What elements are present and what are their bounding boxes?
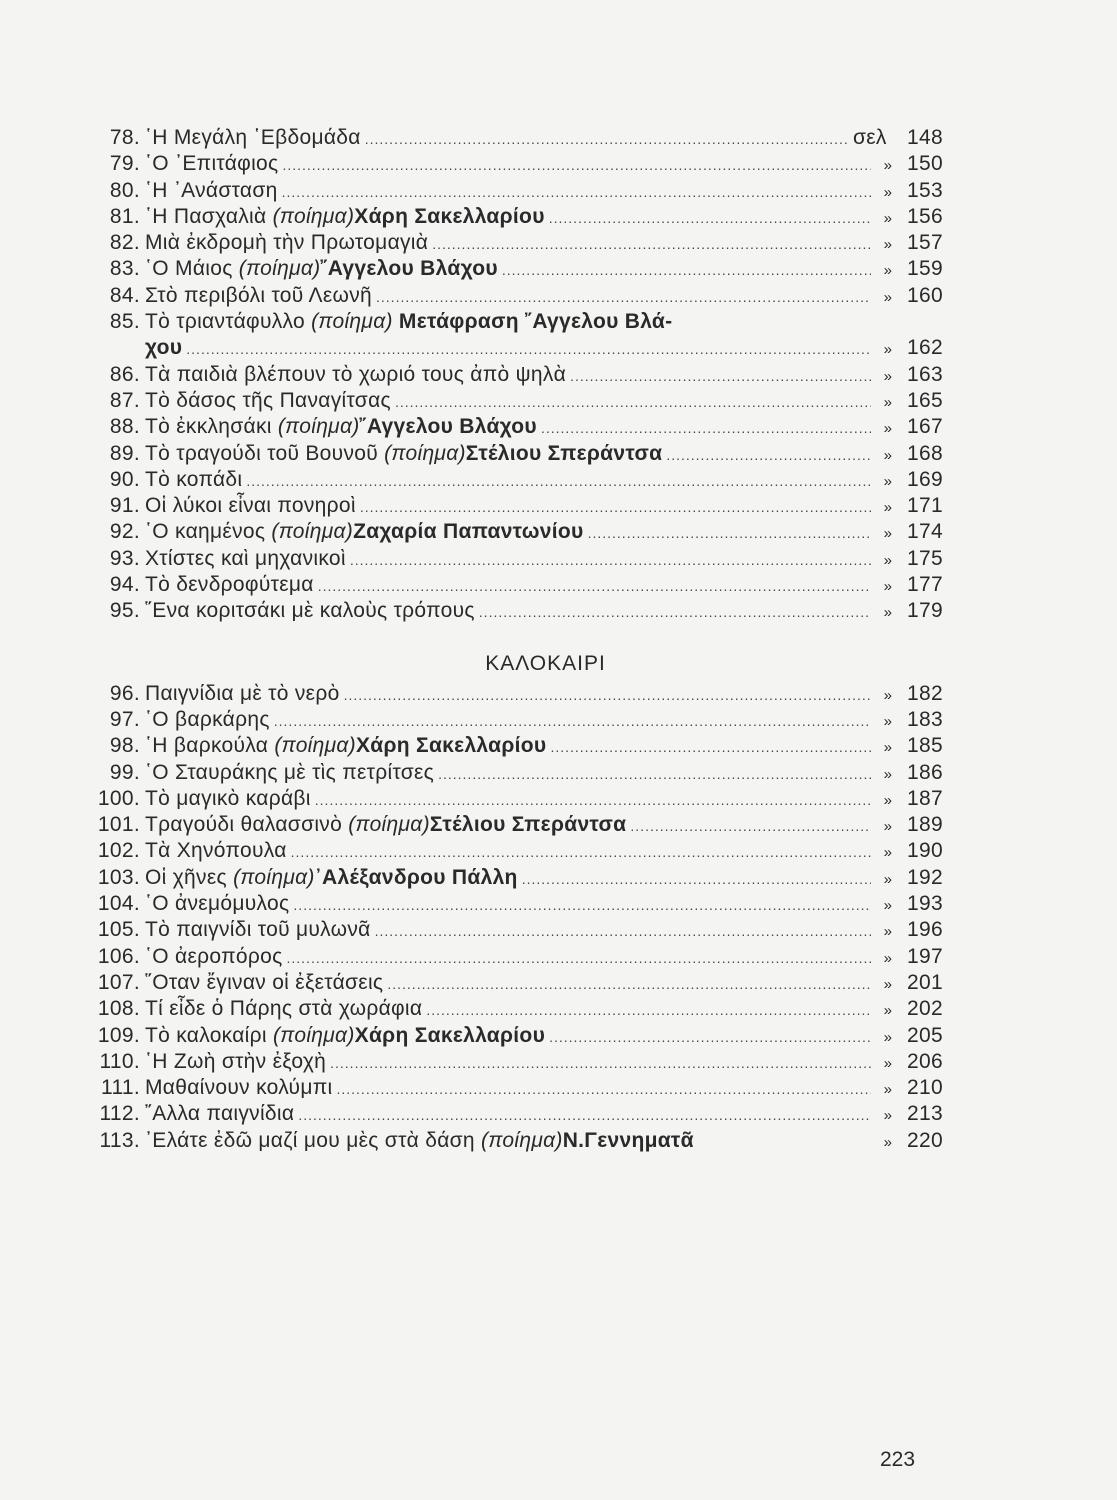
entry-page: 193 (907, 892, 943, 916)
entry-title (145, 179, 278, 203)
entry-page: 156 (907, 204, 943, 228)
entry-title-text: Οἱ λύκοι εἶναι πονηροὶ (145, 494, 356, 518)
entry-page: 153 (907, 178, 943, 202)
toc-entry (88, 179, 943, 205)
entry-title (145, 257, 498, 281)
entry-title-text: Τραγούδι θαλασσινὸ (145, 813, 349, 837)
entry-title (145, 997, 422, 1021)
entry-title (145, 547, 346, 571)
page-marker: » (883, 446, 893, 464)
dot-leader (426, 1002, 871, 1018)
entry-title (145, 708, 270, 732)
entry-page: 185 (907, 734, 943, 758)
entry-page: 206 (907, 1049, 943, 1073)
entry-number: 110. (99, 1049, 140, 1073)
entry-number: 101. (97, 813, 140, 837)
page-marker: » (883, 604, 893, 622)
toc-entry (88, 1076, 943, 1102)
entry-page: 150 (907, 152, 943, 176)
entry-poem-tag: (ποίημα) (481, 1128, 563, 1152)
page-marker: » (883, 157, 893, 175)
entry-number: 88. (109, 415, 140, 439)
dot-leader (330, 1055, 871, 1071)
entry-title (145, 599, 475, 623)
table-of-contents (88, 126, 943, 1155)
entry-number: 108. (97, 997, 140, 1021)
dot-leader (282, 184, 871, 200)
entry-page: 163 (907, 362, 943, 386)
entry-number: 91. (109, 494, 140, 518)
entry-title (145, 1024, 545, 1048)
entry-title-text: ῾Ο ᾿Επιτάφιος (145, 152, 279, 176)
toc-entry (88, 1050, 943, 1076)
entry-number: 80. (109, 178, 140, 202)
dot-leader (387, 976, 871, 992)
toc-entry (88, 547, 943, 573)
page-marker: » (883, 499, 893, 517)
entry-page: 177 (907, 573, 943, 597)
entry-page: 183 (907, 707, 943, 731)
entry-title-text: ῾Η Πασχαλιὰ (145, 204, 273, 228)
page-marker: » (883, 551, 893, 569)
dot-leader (522, 871, 871, 887)
entry-number: 83. (109, 257, 140, 281)
entry-title (145, 787, 311, 811)
entry-title (145, 126, 361, 150)
entry-page: 201 (907, 970, 943, 994)
entry-title (145, 205, 545, 229)
dot-leader (318, 578, 871, 594)
entry-title (145, 336, 182, 360)
dot-leader (541, 420, 871, 436)
entry-number: 92. (109, 520, 140, 544)
entry-title (145, 682, 340, 706)
page-marker: » (883, 393, 893, 411)
entry-title (145, 734, 546, 758)
toc-entry (88, 708, 943, 734)
entry-number: 111. (101, 1076, 140, 1100)
entry-title (145, 918, 371, 942)
dot-leader (549, 210, 871, 226)
entry-page: 197 (907, 944, 943, 968)
entry-page: 189 (907, 813, 943, 837)
entry-author: ῎Αγγελου Βλάχου (320, 257, 498, 281)
toc-entry (88, 363, 943, 389)
entry-poem-tag: (ποίημα) (233, 865, 315, 889)
entry-number: 82. (109, 231, 140, 255)
dot-leader (360, 499, 871, 515)
page-marker: » (883, 712, 893, 730)
toc-entry (88, 787, 943, 813)
entry-title-text: ῞Ενα κοριτσάκι μὲ καλοὺς τρόπους (145, 599, 475, 623)
page-marker: σελ (853, 126, 887, 149)
page-marker: » (883, 341, 893, 359)
entry-number: 103. (97, 865, 140, 889)
entry-title (145, 520, 584, 544)
dot-leader (350, 552, 871, 568)
entry-title-text: Μιὰ ἐκδρομὴ τὴν Πρωτομαγιὰ (145, 231, 429, 255)
entry-poem-tag: (ποίημα) (274, 734, 356, 758)
toc-entry (88, 442, 943, 468)
dot-leader (666, 447, 871, 463)
toc-entry (88, 389, 943, 415)
toc-entry (88, 918, 943, 944)
entry-poem-tag: (ποίημα) (272, 204, 355, 228)
toc-entry (88, 205, 943, 231)
entry-title-text: Τὰ Χηνόπουλα (145, 839, 287, 863)
page-marker: » (883, 1133, 893, 1151)
entry-title (145, 1076, 332, 1100)
page-marker: » (883, 367, 893, 385)
dot-leader (438, 766, 871, 782)
entry-page: 205 (907, 1023, 943, 1047)
dot-leader (315, 792, 871, 808)
entry-number: 81. (109, 204, 140, 228)
page-marker: » (883, 923, 893, 941)
entry-page: 186 (907, 760, 943, 784)
dot-leader (291, 844, 871, 860)
entry-title (145, 761, 434, 785)
toc-entry (88, 1024, 943, 1050)
entry-title-text: ῾Ο Μάιος (145, 257, 239, 281)
toc-entry (88, 866, 943, 892)
entry-page: 168 (907, 441, 943, 465)
entry-title (145, 945, 283, 969)
entry-page: 171 (907, 494, 943, 518)
dot-leader (570, 368, 871, 384)
entry-title-text: Τὸ δενδροφύτεμα (145, 573, 314, 597)
entry-number: 78. (109, 126, 140, 149)
toc-entry (88, 971, 943, 997)
entry-page: 148 (907, 126, 943, 149)
entry-title-text: ῾Ο Σταυράκης μὲ τὶς πετρίτσες (145, 760, 435, 784)
entry-title (145, 231, 428, 255)
page-marker: » (883, 525, 893, 543)
entry-author: Χάρη Σακελλαρίου (354, 204, 545, 228)
entry-author: Ν.Γεννηματᾶ (562, 1128, 694, 1152)
entry-title-text: ῾Ο ἀεροπόρος (145, 944, 283, 968)
entry-title (145, 363, 566, 387)
dot-leader (298, 1107, 871, 1123)
entry-number: 112. (99, 1102, 140, 1126)
entry-number: 102. (97, 839, 140, 863)
entry-poem-tag: (ποίημα) (238, 257, 321, 281)
entry-author: ῎Αγγελου Βλάχου (359, 415, 537, 439)
entry-author: Στέλιου Σπεράντσα (429, 813, 627, 837)
page-marker: » (883, 791, 893, 809)
toc-entry (88, 494, 943, 520)
entry-title-text: ῾Η βαρκούλα (145, 734, 275, 758)
entry-number: 97. (109, 707, 140, 731)
toc-entry (88, 573, 943, 599)
dot-leader (376, 289, 871, 305)
entry-poem-tag: (ποίημα) (311, 310, 393, 334)
entry-number: 90. (109, 467, 140, 491)
toc-entry (88, 734, 943, 760)
toc-entry (88, 945, 943, 971)
entry-title (145, 389, 391, 413)
page-marker: » (883, 975, 893, 993)
dot-leader (549, 1029, 871, 1045)
dot-leader (336, 1081, 871, 1097)
entry-title-text: Τὸ τραγούδι τοῦ Βουνοῦ (145, 441, 385, 465)
dot-leader (550, 739, 871, 755)
page-marker: » (883, 1028, 893, 1046)
entry-number: 94. (109, 573, 140, 597)
entry-author: χου (145, 336, 183, 360)
entry-number: 113. (99, 1128, 140, 1152)
page-marker: » (883, 1107, 893, 1125)
entry-author: ᾿Αλέξανδρου Πάλλη (314, 865, 518, 889)
entry-number: 95. (109, 599, 140, 623)
entry-number: 109. (97, 1023, 140, 1047)
entry-page: 182 (907, 681, 943, 705)
toc-entry (88, 152, 943, 178)
entry-number: 98. (109, 734, 140, 758)
entry-title (145, 284, 372, 308)
page-marker: » (883, 686, 893, 704)
dot-leader (344, 687, 871, 703)
page-marker: » (883, 1081, 893, 1099)
entry-title-text: Τὸ καλοκαίρι (145, 1023, 273, 1047)
page-marker: » (883, 1002, 893, 1020)
toc-entry (88, 231, 943, 257)
entry-title (145, 468, 242, 492)
toc-entry (88, 892, 943, 918)
section-title: ΚΑΛΟΚΑΙΡΙ (485, 651, 606, 675)
entry-title-text: Τὸ τριαντάφυλλο (145, 310, 312, 334)
dot-leader (246, 473, 871, 489)
page-marker: » (883, 262, 893, 280)
toc-entry (88, 284, 943, 310)
entry-title (145, 573, 314, 597)
entry-title-text: Τὸ κοπάδι (145, 467, 243, 491)
toc-entry (88, 813, 943, 839)
entry-number: 107. (97, 970, 140, 994)
page-marker: » (883, 236, 893, 254)
toc-entry (88, 520, 943, 546)
toc-entry (88, 599, 943, 625)
toc-entry (88, 839, 943, 865)
toc-entry (88, 1129, 943, 1155)
page-marker: » (883, 739, 893, 757)
dot-leader (282, 157, 871, 173)
entry-title (145, 1129, 694, 1153)
page-marker: » (883, 183, 893, 201)
entry-title-text: Τὰ παιδιὰ βλέπουν τὸ χωριό τους ἀπὸ ψηλὰ (145, 362, 567, 386)
entry-number: 106. (97, 944, 140, 968)
entry-page: 220 (907, 1128, 943, 1152)
entry-author: Μετάφραση ῎Αγγελου Βλά- (392, 310, 673, 334)
entry-title-text: ῾Η ᾿Ανάσταση (145, 178, 278, 202)
toc-entry (88, 682, 943, 708)
page-marker: » (883, 844, 893, 862)
section-gap (88, 626, 943, 652)
page-marker: » (883, 897, 893, 915)
entry-page: 190 (907, 839, 943, 863)
entry-page: 165 (907, 388, 943, 412)
entry-title-text: Οἱ χῆνες (145, 865, 234, 889)
entry-page: 160 (907, 283, 943, 307)
dot-leader (186, 341, 871, 357)
entry-title-text: Τὸ μαγικὸ καράβι (145, 786, 311, 810)
dot-leader (432, 236, 871, 252)
entry-page: 202 (907, 997, 943, 1021)
entry-page: 213 (907, 1102, 943, 1126)
entry-title (145, 971, 383, 995)
entry-poem-tag: (ποίημα) (384, 441, 466, 465)
entry-title (145, 866, 518, 890)
entry-poem-tag: (ποίημα) (271, 520, 354, 544)
dot-leader (293, 897, 871, 913)
entry-title-text: ῾Η Ζωὴ στὴν ἐξοχὴ (145, 1049, 327, 1073)
entry-number: 86. (109, 362, 140, 386)
entry-page: 174 (907, 520, 943, 544)
entry-page: 175 (907, 546, 943, 570)
entry-page: 179 (907, 599, 943, 623)
page-marker: » (883, 420, 893, 438)
dot-leader (479, 604, 871, 620)
toc-entry (88, 126, 943, 152)
toc-list-spring (88, 126, 943, 626)
entry-poem-tag: (ποίημα) (272, 1023, 355, 1047)
entry-title-text: Τί εἶδε ὁ Πάρης στὰ χωράφια (145, 997, 423, 1021)
entry-page: 162 (907, 336, 943, 360)
entry-author: Χάρη Σακελλαρίου (354, 1023, 546, 1047)
entry-title-text: Παιγνίδια μὲ τὸ νερὸ (145, 681, 340, 705)
dot-leader (287, 950, 871, 966)
page-marker: » (883, 288, 893, 306)
entry-title (145, 1050, 326, 1074)
toc-entry (88, 468, 943, 494)
entry-title-text: ῞Οταν ἔγιναν οἱ ἐξετάσεις (145, 970, 384, 994)
entry-title (145, 892, 289, 916)
page-marker: » (883, 818, 893, 836)
entry-number: 104. (97, 892, 140, 916)
entry-title (145, 310, 672, 334)
entry-page: 167 (907, 415, 943, 439)
entry-title-text: ῾Ο ἀνεμόμυλος (145, 892, 290, 916)
entry-title-text: Στὸ περιβόλι τοῦ Λεωνῆ (145, 283, 373, 307)
entry-number: 87. (109, 388, 140, 412)
entry-author: Στέλιου Σπεράντσα (465, 441, 663, 465)
dot-leader (274, 713, 871, 729)
entry-title-text: Τὸ ἐκκλησάκι (145, 415, 278, 439)
entry-poem-tag: (ποίημα) (277, 415, 360, 439)
entry-poem-tag: (ποίημα) (348, 813, 430, 837)
page-marker: » (883, 870, 893, 888)
entry-title-text: ῾Η Μεγάλη ῾Εβδομάδα (145, 126, 361, 149)
page-marker: » (883, 765, 893, 783)
entry-author: Χάρη Σακελλαρίου (355, 734, 547, 758)
dot-leader (630, 818, 871, 834)
page-marker: » (883, 1054, 893, 1072)
entry-title-text: ᾿Ελάτε ἐδῶ μαζί μου μὲς στὰ δάση (145, 1128, 482, 1152)
entry-page: 159 (907, 257, 943, 281)
toc-entry (88, 761, 943, 787)
entry-number: 84. (109, 283, 140, 307)
toc-entry (88, 336, 943, 362)
toc-list-summer (88, 682, 943, 1155)
entry-number: 89. (109, 441, 140, 465)
entry-title (145, 1102, 294, 1126)
entry-title-text: Τὸ παιγνίδι τοῦ μυλωνᾶ (145, 918, 371, 942)
entry-title (145, 442, 662, 466)
page-marker: » (883, 209, 893, 227)
entry-title (145, 152, 278, 176)
entry-title-text: Τὸ δάσος τῆς Παναγίτσας (145, 388, 391, 412)
entry-number: 96. (109, 681, 140, 705)
toc-entry (88, 1102, 943, 1128)
toc-entry (88, 310, 943, 336)
entry-number: 93. (109, 546, 140, 570)
entry-title-text: ῎Αλλα παιγνίδια (145, 1102, 295, 1126)
entry-title (145, 494, 356, 518)
page-marker: » (883, 472, 893, 490)
entry-title-text: ῾Ο καημένος (145, 520, 272, 544)
entry-page: 157 (907, 231, 943, 255)
entry-author: Ζαχαρία Παπαντωνίου (353, 520, 584, 544)
dot-leader (502, 262, 871, 278)
entry-page: 169 (907, 467, 943, 491)
dot-leader (365, 131, 849, 147)
entry-page: 196 (907, 918, 943, 942)
toc-entry (88, 415, 943, 441)
entry-title (145, 839, 287, 863)
entry-title (145, 813, 626, 837)
entry-number: 85. (109, 310, 140, 334)
entry-page: 187 (907, 786, 943, 810)
entry-title-text: ῾Ο βαρκάρης (145, 707, 270, 731)
dot-leader (588, 525, 871, 541)
page-number: 223 (880, 1448, 916, 1471)
page-marker: » (883, 578, 893, 596)
entry-page: 210 (907, 1076, 943, 1100)
entry-title-text: Μαθαίνουν κολύμπι (145, 1076, 333, 1100)
entry-number: 99. (109, 760, 140, 784)
page-marker: » (883, 949, 893, 967)
entry-number: 79. (109, 152, 140, 176)
dot-leader (395, 394, 871, 410)
toc-entry (88, 997, 943, 1023)
dot-leader (375, 923, 871, 939)
entry-number: 105. (97, 918, 140, 942)
entry-title (145, 415, 537, 439)
entry-number: 100. (97, 786, 140, 810)
entry-title-text: Χτίστες καὶ μηχανικοὶ (145, 546, 346, 570)
toc-entry (88, 257, 943, 283)
entry-page: 192 (907, 865, 943, 889)
